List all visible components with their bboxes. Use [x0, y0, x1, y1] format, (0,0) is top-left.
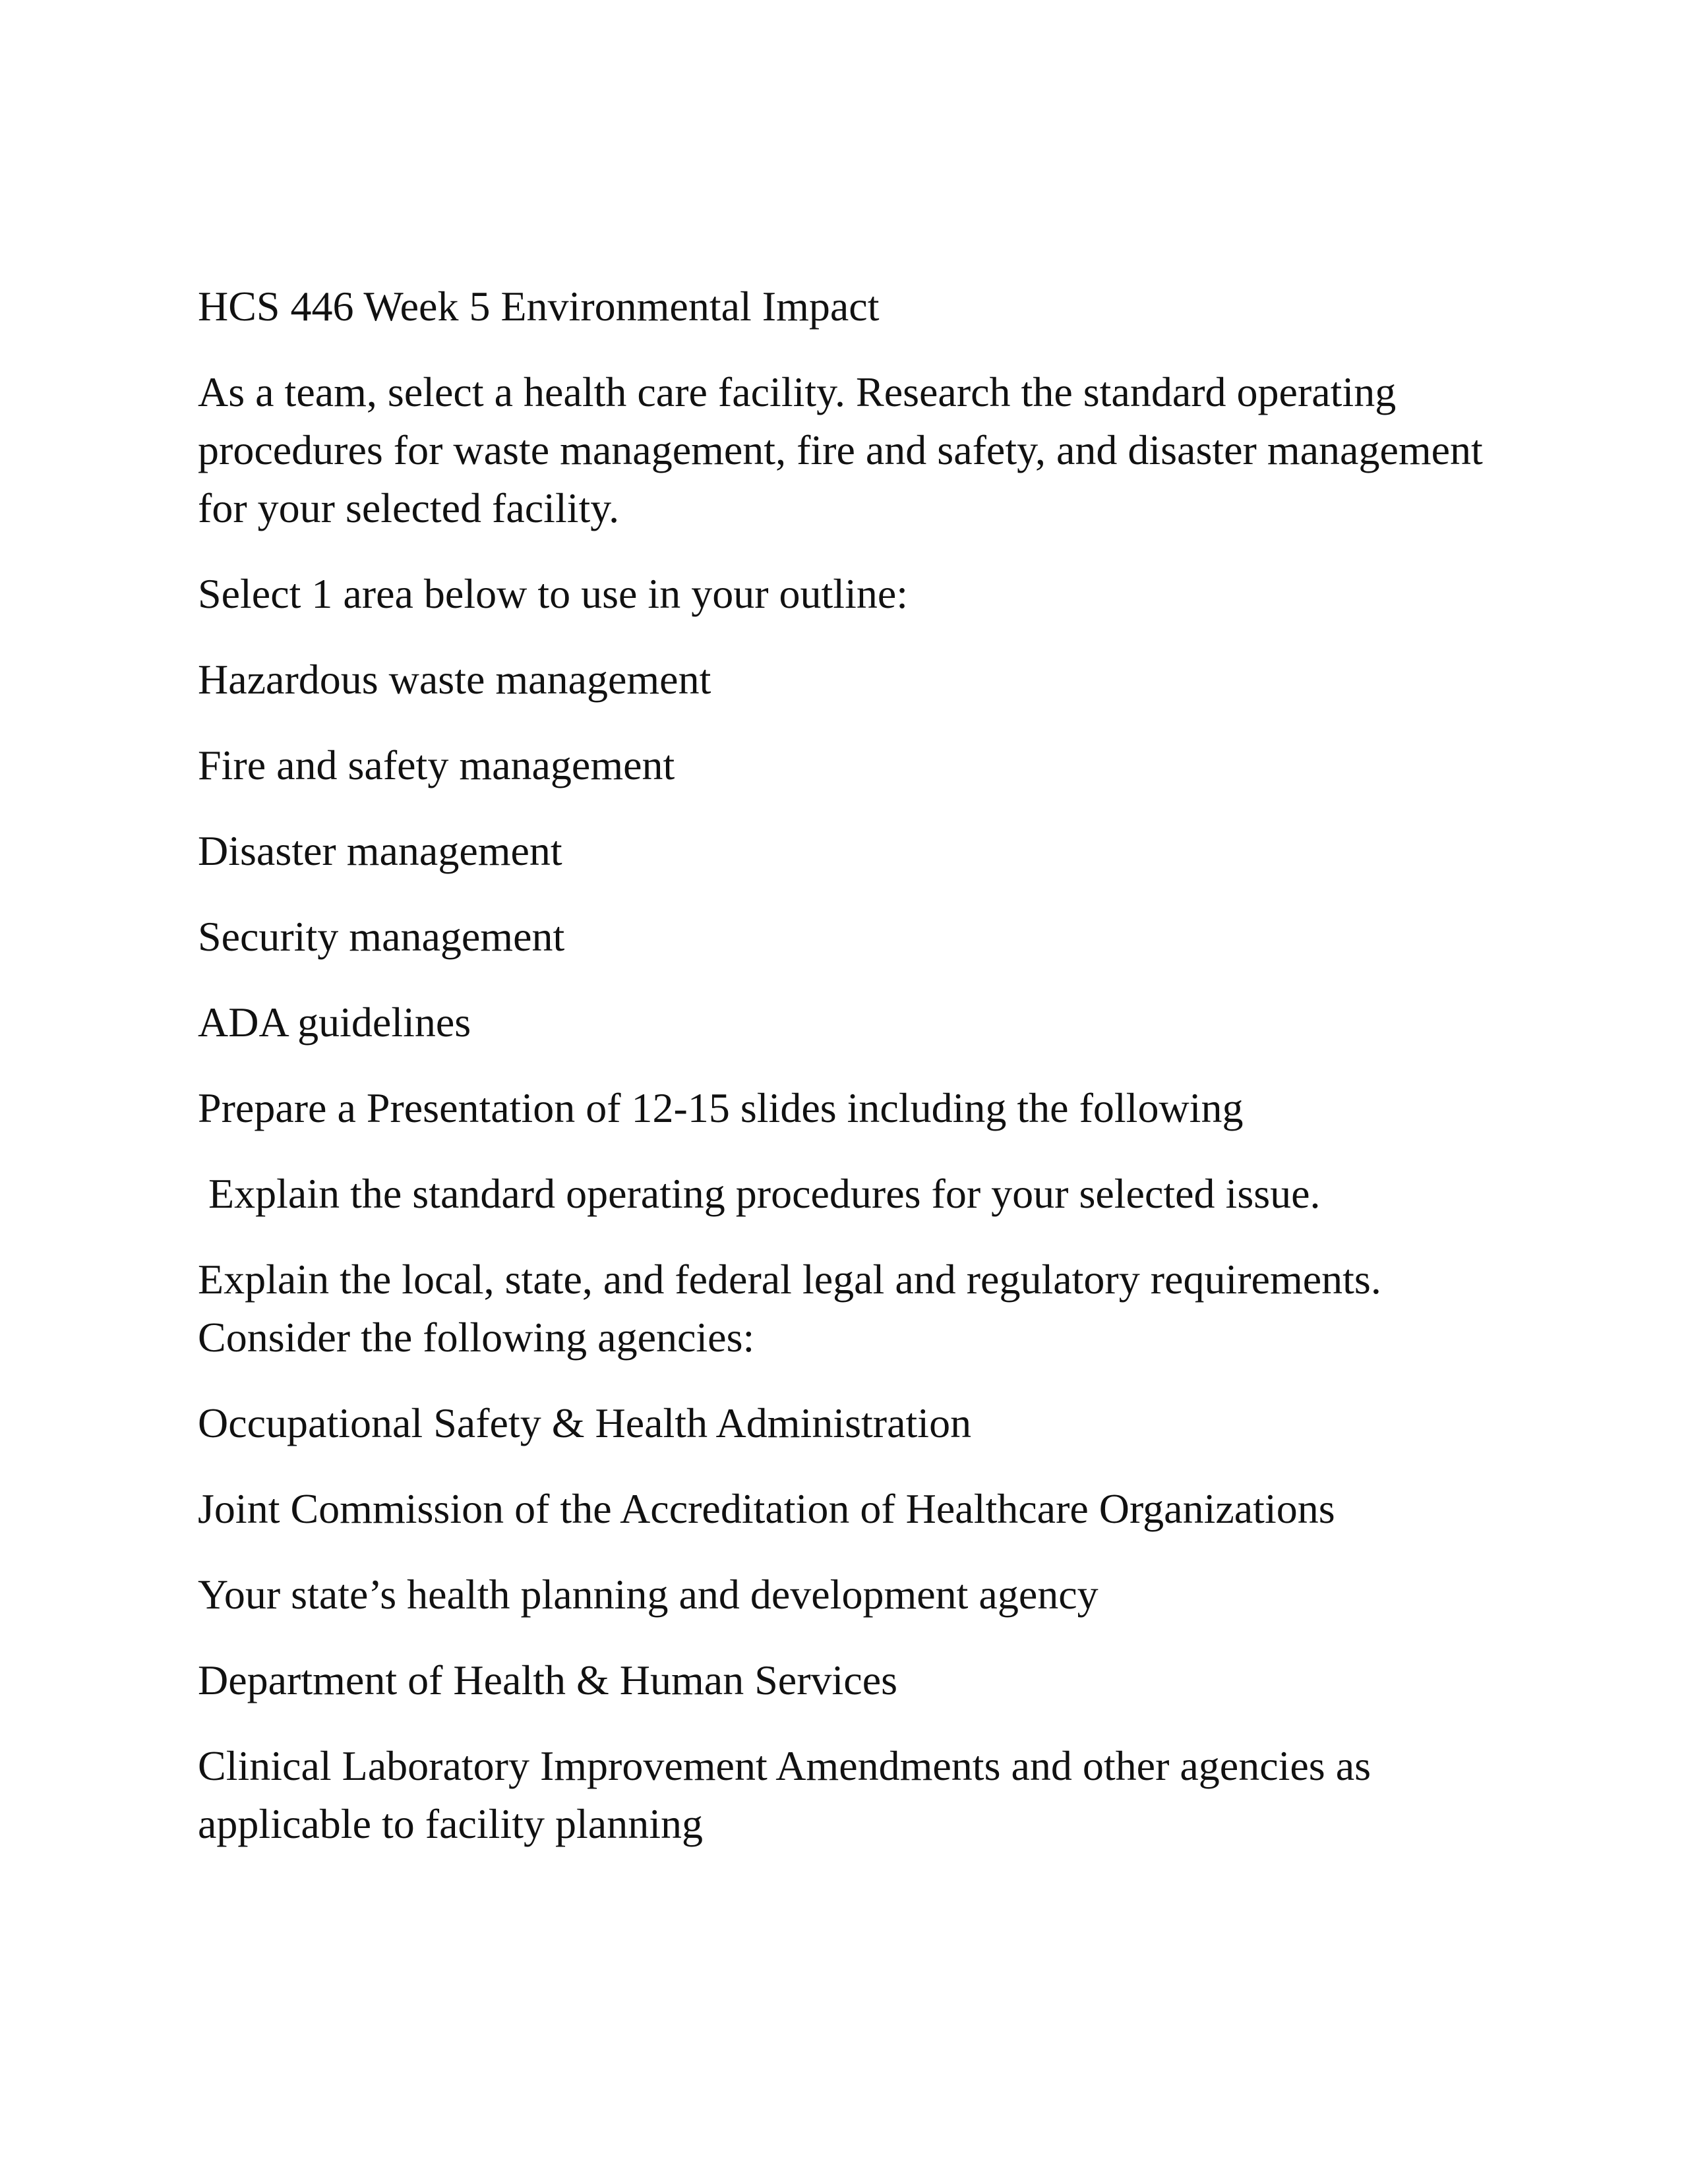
document-title: HCS 446 Week 5 Environmental Impact: [198, 283, 880, 330]
select-area-instruction: Select 1 area below to use in your outline:: [198, 570, 909, 617]
agency-item-osha: Occupational Safety & Health Administration: [198, 1400, 972, 1446]
presentation-instruction: Prepare a Presentation of 12-15 slides including the following: [198, 1084, 1244, 1131]
area-item-ada: ADA guidelines: [198, 999, 471, 1046]
agency-item-state-health: Your state’s health planning and development agency: [198, 1571, 1099, 1618]
intro-paragraph: As a team, select a health care facility. Research the standard operating procedures for waste management, fire and safety, and disaster management for your selected facility.: [198, 369, 1483, 531]
document-body: [198, 278, 1517, 1881]
area-item-security: Security management: [198, 913, 565, 960]
area-item-disaster: Disaster management: [198, 827, 562, 874]
agency-item-hhs: Department of Health & Human Services: [198, 1657, 897, 1703]
agency-item-clia: Clinical Laboratory Improvement Amendments and other agencies as applicable to facility planning: [198, 1742, 1371, 1847]
area-item-fire-safety: Fire and safety management: [198, 742, 675, 788]
explain-sop-instruction: Explain the standard operating procedures for your selected issue.: [208, 1170, 1321, 1217]
explain-legal-instruction: Explain the local, state, and federal legal and regulatory requirements. Consider the following agencies:: [198, 1256, 1381, 1361]
agency-item-jcaho: Joint Commission of the Accreditation of Healthcare Organizations: [198, 1485, 1335, 1532]
area-item-hazardous-waste: Hazardous waste management: [198, 656, 711, 703]
